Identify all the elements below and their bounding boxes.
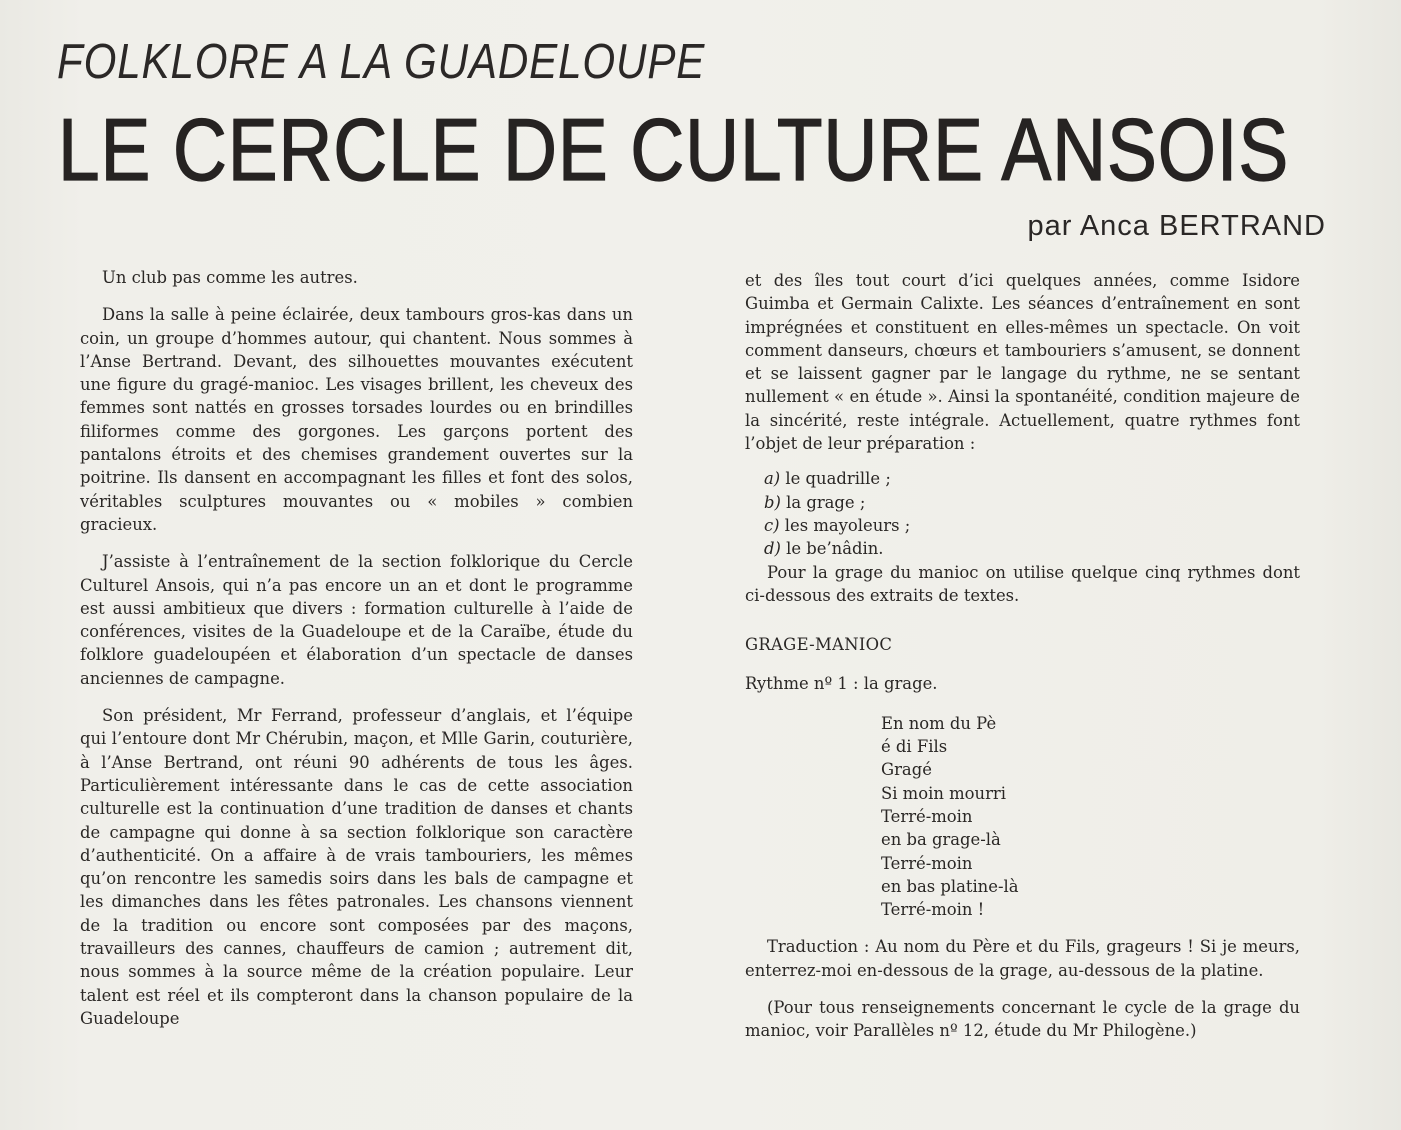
poem-line: en ba grage-là: [881, 830, 1001, 850]
translation-paragraph: Traduction : Au nom du Père et du Fils, grageurs ! Si je meurs, enterrez-moi en-dessous de la grage, au-dessous de la platine.: [745, 937, 1300, 980]
rhythm-name: la grage ;: [786, 492, 866, 512]
body-paragraph: J’assiste à l’entraînement de la section folklorique du Cercle Culturel Ansois, qui n’a pas encore un an et dont le programme est aussi ambitieux que divers : formation culturelle à l’aide de conférences, visites de la Guadeloupe et de la Caraïbe, étude du folklore guadeloupéen et élaboration d’un spectacle de danses anciennes de campagne.: [80, 552, 633, 688]
reference-note: (Pour tous renseignements concernant le cycle de la grage du manioc, voir Parallèles nº 12, étude du Mr Philogène.): [745, 998, 1300, 1041]
poem-line: Terré-moin !: [881, 900, 985, 920]
rhythm-name: les mayoleurs ;: [784, 515, 911, 535]
rhythm-letter: a): [764, 469, 781, 489]
rythme-label: Rythme nº 1 : la grage.: [745, 674, 938, 694]
article-kicker: FOLKLORE A LA GUADELOUPE: [57, 35, 706, 89]
rhythm-letter: d): [764, 539, 781, 559]
continuation-paragraph: et des îles tout court d’ici quelques années, comme Isidore Guimba et Germain Calixte. Les séances d’entraînement en sont imprégnées et constituent en elles-mêmes un spectacle. On voit comment danseurs, chœurs et tambouriers s’amusent, se donnent et se laissent gagner par le langage du rythme, ne se sentant nullement « en étude ». Ainsi la spontanéité, condition majeure de la sincérité, reste intégrale. Actuellement, quatre rythmes font l’objet de leur préparation :: [745, 271, 1300, 454]
rhythm-name: le quadrille ;: [785, 469, 891, 489]
left-column: [80, 266, 633, 1030]
rhythm-list-item: [764, 537, 1300, 560]
poem-line: Gragé: [881, 760, 932, 780]
rhythm-list-item: [764, 514, 1300, 537]
article-title: LE CERCLE DE CULTURE ANSOIS: [58, 100, 1290, 199]
poem: [881, 712, 1300, 922]
body-paragraph: Son président, Mr Ferrand, professeur d’anglais, et l’équipe qui l’entoure dont Mr Chérubin, maçon, et Mlle Garin, couturière, à l’Anse Bertrand, ont réuni 90 adhérents de tous les âges. Particulièrement intéressante dans le cas de cette association culturelle est la continuation d’une tradition de danses et chants de campagne qui donne à sa section folklorique son caractère d’authenticité. On a affaire à de vrais tambouriers, les mêmes qu’on rencontre les samedis soirs dans les bals de campagne et les dimanches dans les fêtes patronales. Les chansons viennent de la tradition ou encore sont composées par des maçons, travailleurs des cannes, chauffeurs de camion ; autrement dit, nous sommes à la source même de la création populaire. Leur talent est réel et ils compteront dans la chanson populaire de la Guadeloupe: [80, 706, 633, 1028]
rhythm-letter: c): [764, 515, 780, 535]
poem-line: en bas platine-là: [881, 876, 1019, 896]
right-column: [745, 269, 1300, 1043]
section-heading: GRAGE-MANIOC: [745, 635, 893, 655]
grage-intro-paragraph: Pour la grage du manioc on utilise quelque cinq rythmes dont ci-dessous des extraits de textes.: [745, 562, 1300, 605]
poem-line: Si moin mourri: [881, 783, 1006, 803]
rhythm-name: le be’nâdin.: [786, 539, 884, 559]
poem-line: é di Fils: [881, 737, 948, 757]
poem-line: En nom du Pè: [881, 713, 997, 733]
intro-paragraph: Un club pas comme les autres.: [102, 268, 358, 287]
rhythm-list-item: [764, 467, 1300, 490]
body-paragraph: Dans la salle à peine éclairée, deux tambours gros-kas dans un coin, un groupe d’hommes autour, qui chantent. Nous sommes à l’Anse Bertrand. Devant, des silhouettes mouvantes exécutent une figure du gragé-manioc. Les visages brillent, les cheveux des femmes sont nattés en grosses torsades lourdes ou en brindilles filiformes comme des gorgones. Les garçons portent des pantalons étroits et des chemises grandement ouvertes sur la poitrine. Ils dansent en accompagnant les filles et font des solos, véritables sculptures mouvantes ou « mobiles » combien gracieux.: [80, 305, 633, 534]
poem-line: Terré-moin: [881, 806, 973, 826]
article-byline: par Anca BERTRAND: [1027, 210, 1326, 242]
poem-line: Terré-moin: [881, 853, 973, 873]
rhythm-list-item: [764, 491, 1300, 514]
rhythm-letter: b): [764, 492, 781, 512]
rhythm-list: [764, 467, 1300, 560]
